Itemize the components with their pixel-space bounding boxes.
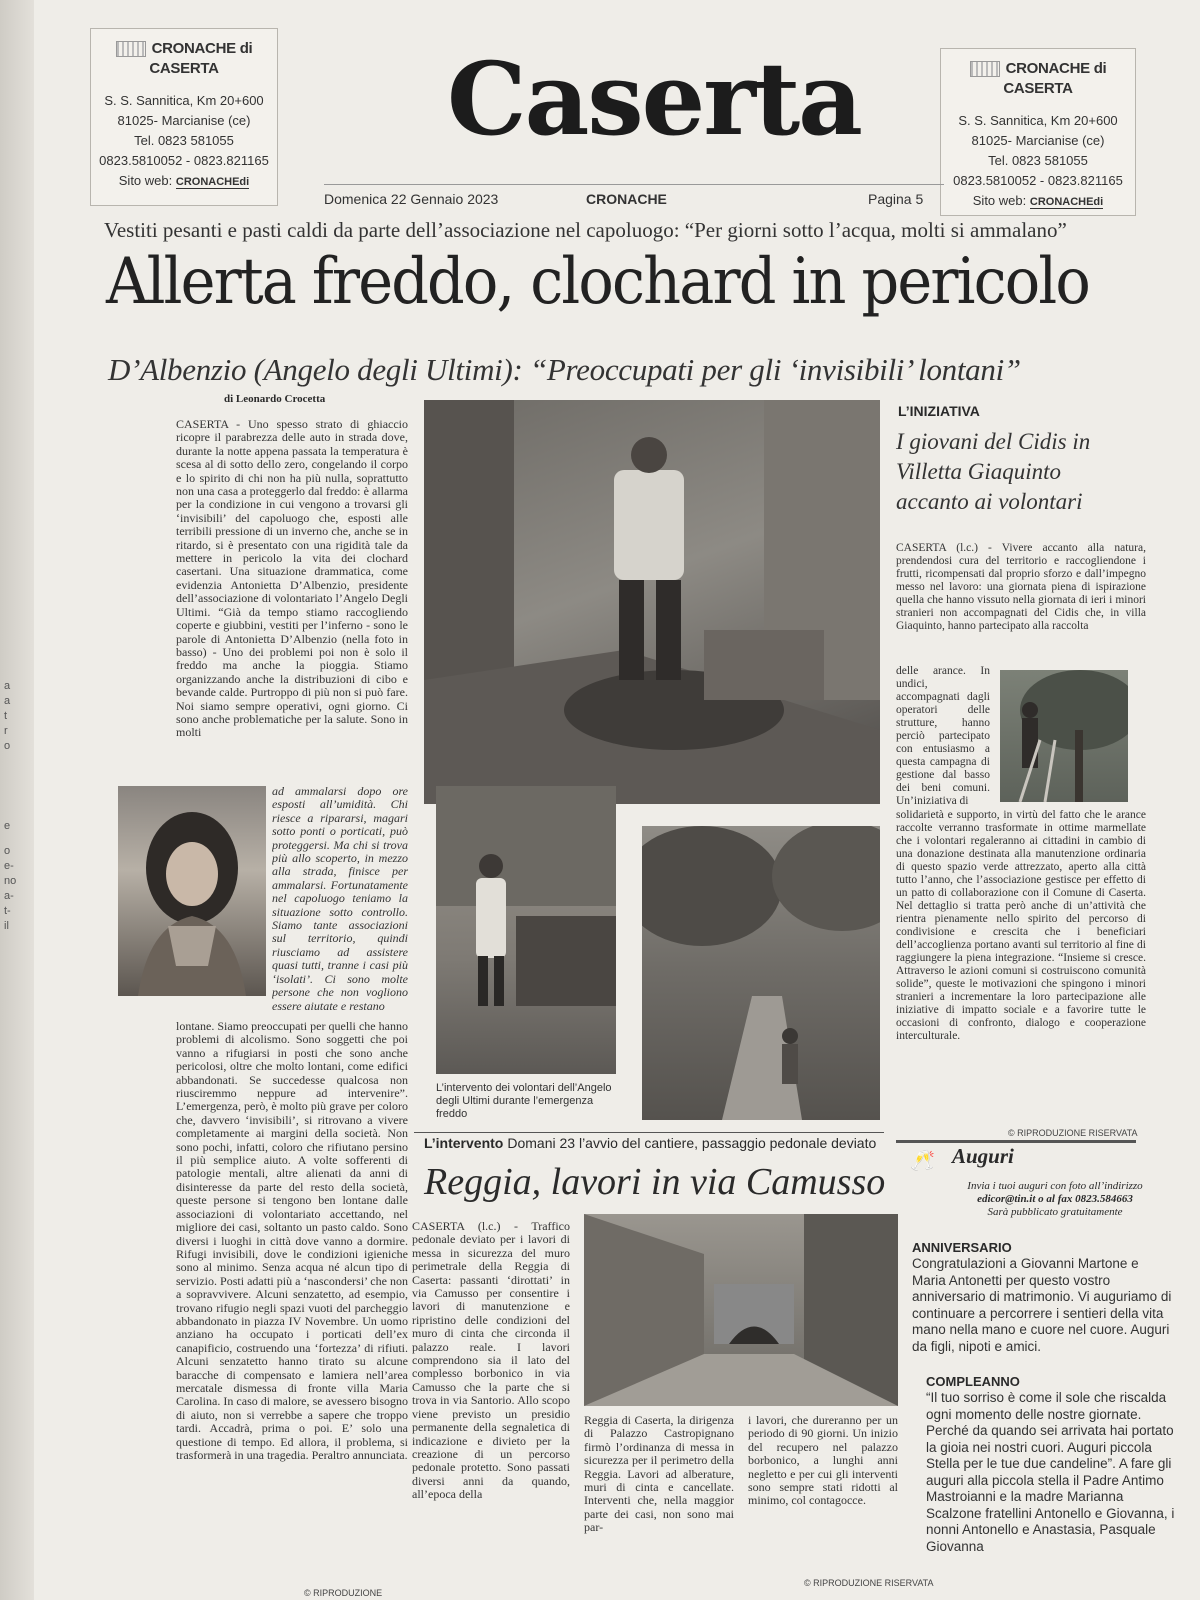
main-body-col1: CASERTA - Uno spesso strato di ghiaccio ricopre il parabrezza delle auto in strada dove, durante la notte appena passata la temperatura è scesa al di sotto dello zero, congelando il corpo e lo spirito di chi non ha più nulla, soprattutto non una casa a proteggerlo dal freddo: è allarma per la condizione in cui vengono a trovarsi gli ‘invisibili’ del capoluogo che, esposti alle terribili pressione di un inverno che, anche se in ritardo, si è presentato con una rigidità tale da mettere in pericolo la vita dei clochard casertani. Una situazione drammatica, come evidenzia Antonietta D’Albenzio, presidente dell’associazione di volontariato l’Angelo Degli Ultimi. “Già da tempo stiamo raccogliendo coperte e giubbini, vestiti per l’inferno - sono le parole di Antonietta D’Albenzio (nella foto in basso) - Uno dei problemi poi non è solo il freddo ma anche la pioggia. Stiamo organizzando anche la distribuzioni di cibo e bevande calde. Purtroppo di più non si può fare. Noi siamo sempre operativi, ogni giorno. Ci sono anche problematiche per la salute. Sono in molti xyxy=(176,418,408,740)
strip-char: t xyxy=(4,710,8,722)
strip-char: a- xyxy=(4,890,14,902)
masthead-tel2: 0823.5810052 - 0823.821165 xyxy=(99,153,269,168)
sidebar-title: I giovani del Cidis in Villetta Giaquinto accanto ai volontari xyxy=(896,429,1091,514)
masthead-web-label: Sito web: xyxy=(972,193,1027,208)
compleanno-label: COMPLEANNO xyxy=(926,1374,1020,1389)
strip-char: e- xyxy=(4,860,14,872)
strip-char: o xyxy=(4,845,11,857)
auguri-sub3: Sarà pubblicato gratuitamente xyxy=(987,1206,1123,1218)
reggia-copyright: © RIPRODUZIONE RISERVATA xyxy=(804,1578,934,1588)
auguri-sub2: edicor@tin.it o al fax 0823.584663 xyxy=(977,1193,1133,1205)
section-divider xyxy=(414,1132,884,1133)
masthead-web-logo: CRONACHEdi xyxy=(175,176,250,188)
volunteers-main-photo xyxy=(424,400,880,804)
adjacent-page-strip xyxy=(0,0,34,1600)
masthead-address2: 81025- Marcianise (ce) xyxy=(971,133,1105,148)
portrait-photo xyxy=(118,786,266,996)
masthead-brand: CRONACHE di CASERTA xyxy=(149,40,253,77)
byline: di Leonardo Crocetta xyxy=(224,393,326,405)
main-copyright: © RIPRODUZIONE xyxy=(304,1588,383,1598)
tree-picking-icon xyxy=(1000,670,1128,802)
strip-char: a xyxy=(4,680,11,692)
portrait-figure-icon xyxy=(118,786,266,996)
masthead-web-logo: CRONACHEdi xyxy=(1029,196,1104,208)
reggia-wall-photo xyxy=(584,1214,898,1406)
strip-char: o xyxy=(4,740,11,752)
strip-char: r xyxy=(4,725,8,737)
strip-char: il xyxy=(4,920,9,932)
orange-tree-photo xyxy=(1000,670,1128,802)
strip-char: no xyxy=(4,875,17,887)
reggia-body-col3: i lavori, che dureranno per un periodo di 90 giorni. Un inizio del recupero nel palazzo borbonico, a lunghi anni negletto e per cui gli interventi sono sempre stati ridotti al minimo, col contagocce. xyxy=(748,1414,898,1508)
reggia-kicker-text: Domani 23 l’avvio del cantiere, passaggio pedonale deviato xyxy=(507,1135,877,1151)
anniversario-label: ANNIVERSARIO xyxy=(912,1240,1012,1255)
auguri-divider xyxy=(896,1140,1136,1143)
auguri-title: Auguri xyxy=(952,1144,1014,1168)
masthead-box-right xyxy=(940,48,1136,216)
page-number: Pagina 5 xyxy=(868,191,924,207)
strip-char: a xyxy=(4,695,11,707)
volunteers-scene-icon xyxy=(424,400,880,804)
main-body-col1-wrap: ad ammalarsi dopo ore esposti all’umidità. Chi riesce a ripararsi, magari sotto ponti o porticati, può proteggersi. Ma chi si trova più allo scoperto, in mezzo alla strada, finisce per ammalarsi. Fortunatamente nel capoluogo teniamo la situazione sotto controllo. Siamo tante associazioni sul territorio, quindi riusciamo ad assistere quasi tutti, tranne i casi più ‘isolati’. Ci sono molte persone che non vogliono essere aiutate e restano xyxy=(272,785,408,1013)
park-scene-icon xyxy=(642,826,880,1120)
building-logo-icon xyxy=(970,61,1000,77)
auguri-instructions xyxy=(930,1180,1180,1219)
dateline xyxy=(324,184,944,214)
newspaper-page xyxy=(34,0,1200,1600)
newspaper-title: Caserta xyxy=(447,40,861,158)
reggia-body-col1: CASERTA (l.c.) - Traffico pedonale deviato per i lavori di messa in sicurezza del muro perimetrale della Reggia di Caserta: passanti ‘dirottati’ in via Camusso per consentire i lavori di manutenzione e ripristino delle condizioni del muro di cinta che circonda il palazzo reale. I lavori comprendono sia il lato del complesso borbonico in via Camusso che la parte che si trova in via Santorio. Allo scopo viene previsto un presidio permanente della segnaletica di indicazione e divieto per la creazione di un percorso pedonale protetto. Sono passati diversi anni da quando, all’epoca della xyxy=(412,1220,570,1502)
champagne-glasses-icon: 🥂 xyxy=(910,1150,935,1172)
section-name: CRONACHE xyxy=(586,191,667,207)
masthead-tel: Tel. 0823 581055 xyxy=(988,153,1088,168)
wall-tunnel-icon xyxy=(584,1214,898,1406)
auguri-sub1: Invia i tuoi auguri con foto all’indirizzo xyxy=(967,1180,1143,1192)
masthead-tel2: 0823.5810052 - 0823.821165 xyxy=(953,173,1123,188)
masthead-address2: 81025- Marcianise (ce) xyxy=(117,113,251,128)
main-deck: D’Albenzio (Angelo degli Ultimi): “Preoccupati per gli ‘invisibili’ lontani” xyxy=(108,352,1021,387)
main-kicker: Vestiti pesanti e pasti caldi da parte dell’associazione nel capoluogo: “Per giorni sotto l’acqua, molti si ammalano” xyxy=(104,218,1067,242)
anniversario-text: Congratulazioni a Giovanni Martone e Maria Antonetti per questo vostro anniversario di matrimonio. Vi auguriamo di continuare a percorrere i sentieri della vita mano nella mano e cuore nel cuore. Auguri da figli, nipoti e amici. xyxy=(912,1256,1172,1354)
reggia-label: L’intervento xyxy=(424,1135,504,1151)
sidebar-label: L’INIZIATIVA xyxy=(898,403,980,419)
main-body-col1-continued: lontane. Siamo preoccupati per quelli che hanno problemi di alcolismo. Sono soggetti che poi vanno a rifugiarsi in posti che sono anche pericolosi, oltre che molto lontani, come edifici abbandonati. Se succedesse qualcosa non riusciremmo neppure ad intervenire”. L’emergenza, però, è molto più grave per coloro che, davvero ‘invisibili’, si ritrovano a vivere completamente ai margini della società. Non sono pochi, infatti, coloro che rifiutano persino il più semplice aiuto. A volte sofferenti di patologie mentali, altre alienati da anni di disinteresse da parte del resto della società, queste persone si tengono ben lontane dalle associazioni di volontariato accettando, nel migliore dei casi, soltanto un pasto caldo. Sono diversi i luoghi in città dove vanno a dormire. Rifugi invisibili, dove le condizioni igieniche sono al minimo. Senza acqua né alcun tipo di servizio. Posti adatti più a ‘nascondersi’ che non a sopravvivere. Alcuni senzatetto, ad esempio, trovano rifugio negli spazi vuoti del parcheggio abbandonato in piazza IV Novembre. Un uomo anziano ha occupato i porticati dell’ex canapificio, costruendo una ‘fortezza’ di rifiuti. Alcuni senzatetto hanno tirato su alcune baracche di compensato e lamiera nell’area mercatale dismessa di fronte villa Maria Carolina. In caso di malore, se avessero bisogno di aiuto, non si verrebbe a sapere che troppo tardi. Accadrà, prima o poi. E’ solo una questione di tempo. Ed allora, il problema, si trasformerà in una tragedia. Peraltro annunciata. xyxy=(176,1020,408,1462)
masthead-tel: Tel. 0823 581055 xyxy=(134,133,234,148)
volunteers-small-photo xyxy=(436,786,616,1074)
park-photo xyxy=(642,826,880,1120)
photo-caption: L’intervento dei volontari dell’Angelo degli Ultimi durante l’emergenza freddo xyxy=(436,1082,612,1120)
building-logo-icon xyxy=(116,41,146,57)
sidebar-body-top: CASERTA (l.c.) - Vivere accanto alla natura, prendendosi cura del territorio e raccogliendone i frutti, ricompensati dal proprio sforzo e dall’impegno messo nel lavoro: una giornata piena di ispirazione quella che hanno vissuto nella giornata di ieri i minori stranieri non accompagnati del Cidis che, in villa Giaquinto, hanno partecipato alla raccolta xyxy=(896,542,1146,632)
sidebar-body-wrap: delle arance. In undici, accompagnati dagli operatori delle strutture, hanno perciò partecipato con entusiasmo a questa campagna di gestione dal basso dei beni comuni. Un’iniziativa di xyxy=(896,665,990,807)
compleanno-text: “Il tuo sorriso è come il sole che riscalda ogni momento delle nostre giornate. Perché da quando sei arrivata hai portato la gioia nei nostri cuori. Auguri piccola Stella per le tue due candeline”. A fare gli auguri alla piccola stella il Padre Antimo Mastroianni e la madre Marianna Scalzone fratellini Antonello e Giovanna, i nonni Antonello e Anastasia, Pasquale Giovanna xyxy=(926,1390,1175,1554)
strip-char: e xyxy=(4,820,11,832)
issue-date: Domenica 22 Gennaio 2023 xyxy=(324,191,499,207)
reggia-kicker xyxy=(424,1135,876,1151)
masthead-box-left xyxy=(90,28,278,206)
main-headline: Allerta freddo, clochard in pericolo xyxy=(106,245,1089,319)
masthead-web-label: Sito web: xyxy=(118,173,173,188)
volunteer-helping-icon xyxy=(436,786,616,1074)
sidebar-copyright: © RIPRODUZIONE RISERVATA xyxy=(1008,1128,1138,1138)
reggia-body-col2: Reggia di Caserta, la dirigenza di Palazzo Castropignano firmò l’ordinanza di messa in sicurezza per il perimetro della Reggia. Lavori ad alberature, muri di cinta e cancellate. Interventi che, nella maggior parte dei casi, non sono mai par- xyxy=(584,1414,734,1535)
masthead-address1: S. S. Sannitica, Km 20+600 xyxy=(104,93,264,108)
masthead-brand: CRONACHE di CASERTA xyxy=(1003,60,1107,97)
strip-char: t- xyxy=(4,905,11,917)
reggia-title: Reggia, lavori in via Camusso xyxy=(424,1161,886,1203)
sidebar-body-bottom: solidarietà e supporto, in virtù del fatto che le arance raccolte verranno trasformate in ottime marmellate che i volontari regaleranno ai cittadini in cambio di una donazione destinata alla manutenzione ordinaria di questo spazio verde attrezzato, aperto alla città tutto l’anno, che l’associazione gestisce per effetto di un patto di collaborazione con il Comune di Caserta. Nel dettaglio si tratta però anche di un’attività che rientra pienamente nello spirito del percorso di condivisione e crescita che i beneficiari dell’accoglienza portano avanti sul territorio al fine di raggiungere la piena integrazione. “Insieme si cresce. Attraverso le azioni comuni si costruiscono comunità solide”, queste le motivazioni che spingono i minori stranieri a incrementare la loro partecipazione alle iniziative di impatto sociale e a favorire tutte le occasioni di confronto, dialogo e cooperazione interculturale. xyxy=(896,809,1146,1042)
masthead-address1: S. S. Sannitica, Km 20+600 xyxy=(958,113,1118,128)
